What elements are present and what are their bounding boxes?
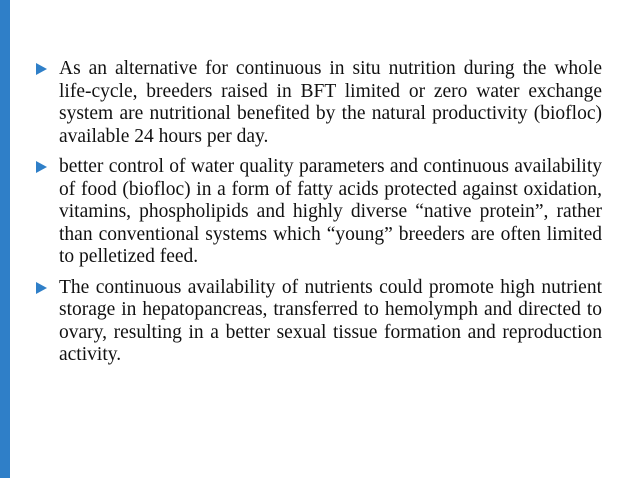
triangle-right-icon bbox=[36, 161, 47, 173]
bullet-list bbox=[34, 58, 602, 375]
bullet-text: better control of water quality parameters and continuous availability of food (biofloc) in a form of fatty acids protected against oxidation, vitamins, phospholipids and highly diverse “native protein”, rather than conventional systems which “young” breeders are often limited to pelletized feed. bbox=[59, 156, 602, 267]
bullet-item bbox=[34, 277, 602, 367]
bullet-item bbox=[34, 156, 602, 269]
bullet-text: The continuous availability of nutrients could promote high nutrient storage in hepatopancreas, transferred to hemolymph and directed to ovary, resulting in a better sexual tissue formation and reproduction activity. bbox=[59, 276, 602, 365]
bullet-text: As an alternative for continuous in situ nutrition during the whole life-cycle, breeders raised in BFT limited or zero water exchange system are nutritional benefited by the natural productivity (biofloc) available 24 hours per day. bbox=[59, 58, 602, 147]
triangle-right-icon bbox=[36, 63, 47, 75]
bullet-item bbox=[34, 58, 602, 148]
triangle-right-icon bbox=[36, 282, 47, 294]
